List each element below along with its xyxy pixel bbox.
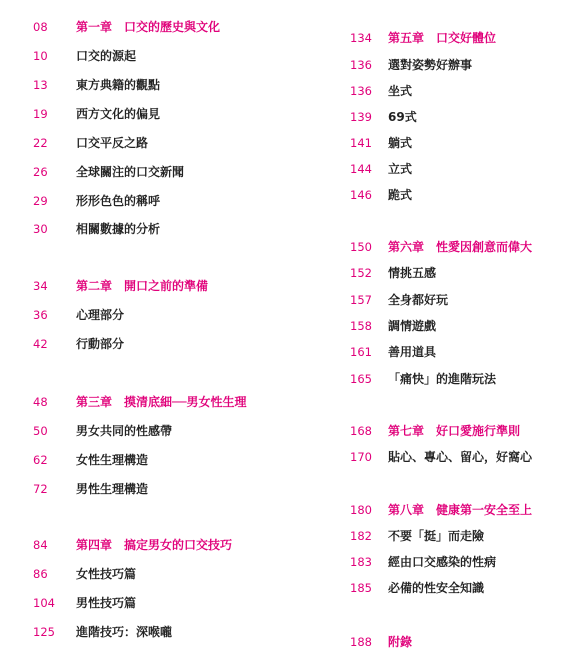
toc-chapter-title: 第一章 口交的歷史與文化 (76, 20, 221, 34)
toc-page-number: 13 (33, 78, 48, 92)
toc-entry-title: 女性技巧篇 (76, 567, 137, 581)
toc-entry-title: 貼心、專心、留心，好窩心 (388, 450, 533, 464)
toc-entry-title: 情挑五感 (388, 266, 437, 280)
toc-page-number: 72 (33, 482, 48, 496)
toc-entry-title: 調情遊戲 (388, 319, 437, 333)
toc-page-number: 86 (33, 567, 48, 581)
toc-page-number: 168 (350, 424, 372, 438)
toc-page-number: 34 (33, 279, 48, 293)
toc-page-number: 152 (350, 266, 372, 280)
toc-page-number: 62 (33, 453, 48, 467)
toc-page-number: 136 (350, 58, 372, 72)
toc-chapter-title: 第六章 性愛因創意而偉大 (388, 240, 533, 254)
toc-page-number: 10 (33, 49, 48, 63)
toc-entry-title: 坐式 (388, 84, 413, 98)
toc-page-number: 139 (350, 110, 372, 124)
toc-chapter-title: 第八章 健康第一安全至上 (388, 503, 533, 517)
toc-page-number: 158 (350, 319, 372, 333)
toc-page-number: 36 (33, 308, 48, 322)
toc-entry-title: 男女共同的性感帶 (76, 424, 173, 438)
toc-page-number: 50 (33, 424, 48, 438)
toc-entry-title: 69式 (388, 110, 417, 124)
toc-page-number: 146 (350, 188, 372, 202)
toc-entry-title: 善用道具 (388, 345, 437, 359)
toc-page-number: 125 (33, 625, 55, 639)
toc-entry-title: 全球關注的口交新聞 (76, 165, 185, 179)
toc-page-number: 185 (350, 581, 372, 595)
toc-entry-title: 躺式 (388, 136, 413, 150)
toc-entry-title: 經由口交感染的性病 (388, 555, 497, 569)
toc-page-number: 161 (350, 345, 372, 359)
toc-entry-title: 相關數據的分析 (76, 222, 161, 236)
toc-page-number: 22 (33, 136, 48, 150)
toc-chapter-title: 附錄 (388, 635, 413, 649)
toc-page-number: 26 (33, 165, 48, 179)
toc-entry-title: 不要「挺」而走險 (388, 529, 485, 543)
toc-page-number: 150 (350, 240, 372, 254)
toc-chapter-title: 第三章 摸清底細──男女性生理 (76, 395, 247, 409)
toc-page-number: 08 (33, 20, 48, 34)
toc-page-number: 29 (33, 194, 48, 208)
toc-page-number: 84 (33, 538, 48, 552)
toc-entry-title: 立式 (388, 162, 413, 176)
toc-entry-title: 西方文化的偏見 (76, 107, 161, 121)
toc-page-number: 157 (350, 293, 372, 307)
toc-entry-title: 東方典籍的觀點 (76, 78, 161, 92)
toc-page-number: 141 (350, 136, 372, 150)
toc-entry-title: 必備的性安全知識 (388, 581, 485, 595)
toc-page-number: 136 (350, 84, 372, 98)
toc-page-number: 182 (350, 529, 372, 543)
toc-page-number: 42 (33, 337, 48, 351)
toc-entry-title: 選對姿勢好辦事 (388, 58, 473, 72)
toc-page-number: 144 (350, 162, 372, 176)
toc-chapter-title: 第四章 搞定男女的口交技巧 (76, 538, 233, 552)
toc-page-number: 19 (33, 107, 48, 121)
toc-entry-title: 口交平反之路 (76, 136, 149, 150)
toc-chapter-title: 第七章 好口愛施行準則 (388, 424, 521, 438)
toc-entry-title: 男性生理構造 (76, 482, 149, 496)
toc-page-number: 165 (350, 372, 372, 386)
toc-page-number: 30 (33, 222, 48, 236)
toc-entry-title: 跪式 (388, 188, 413, 202)
toc-entry-title: 女性生理構造 (76, 453, 149, 467)
toc-entry-title: 進階技巧：深喉嚨 (76, 625, 173, 639)
toc-page-number: 48 (33, 395, 48, 409)
toc-page-number: 180 (350, 503, 372, 517)
toc-entry-title: 「痛快」的進階玩法 (388, 372, 497, 386)
toc-page-number: 104 (33, 596, 55, 610)
toc-chapter-title: 第二章 開口之前的準備 (76, 279, 209, 293)
toc-entry-title: 口交的源起 (76, 49, 137, 63)
toc-page-number: 183 (350, 555, 372, 569)
toc-entry-title: 全身都好玩 (388, 293, 449, 307)
toc-page-number: 170 (350, 450, 372, 464)
toc-entry-title: 心理部分 (76, 308, 125, 322)
toc-entry-title: 男性技巧篇 (76, 596, 137, 610)
toc-entry-title: 行動部分 (76, 337, 125, 351)
toc-entry-title: 形形色色的稱呼 (76, 194, 161, 208)
toc-page-number: 188 (350, 635, 372, 649)
toc-chapter-title: 第五章 口交好體位 (388, 31, 497, 45)
toc-page-number: 134 (350, 31, 372, 45)
